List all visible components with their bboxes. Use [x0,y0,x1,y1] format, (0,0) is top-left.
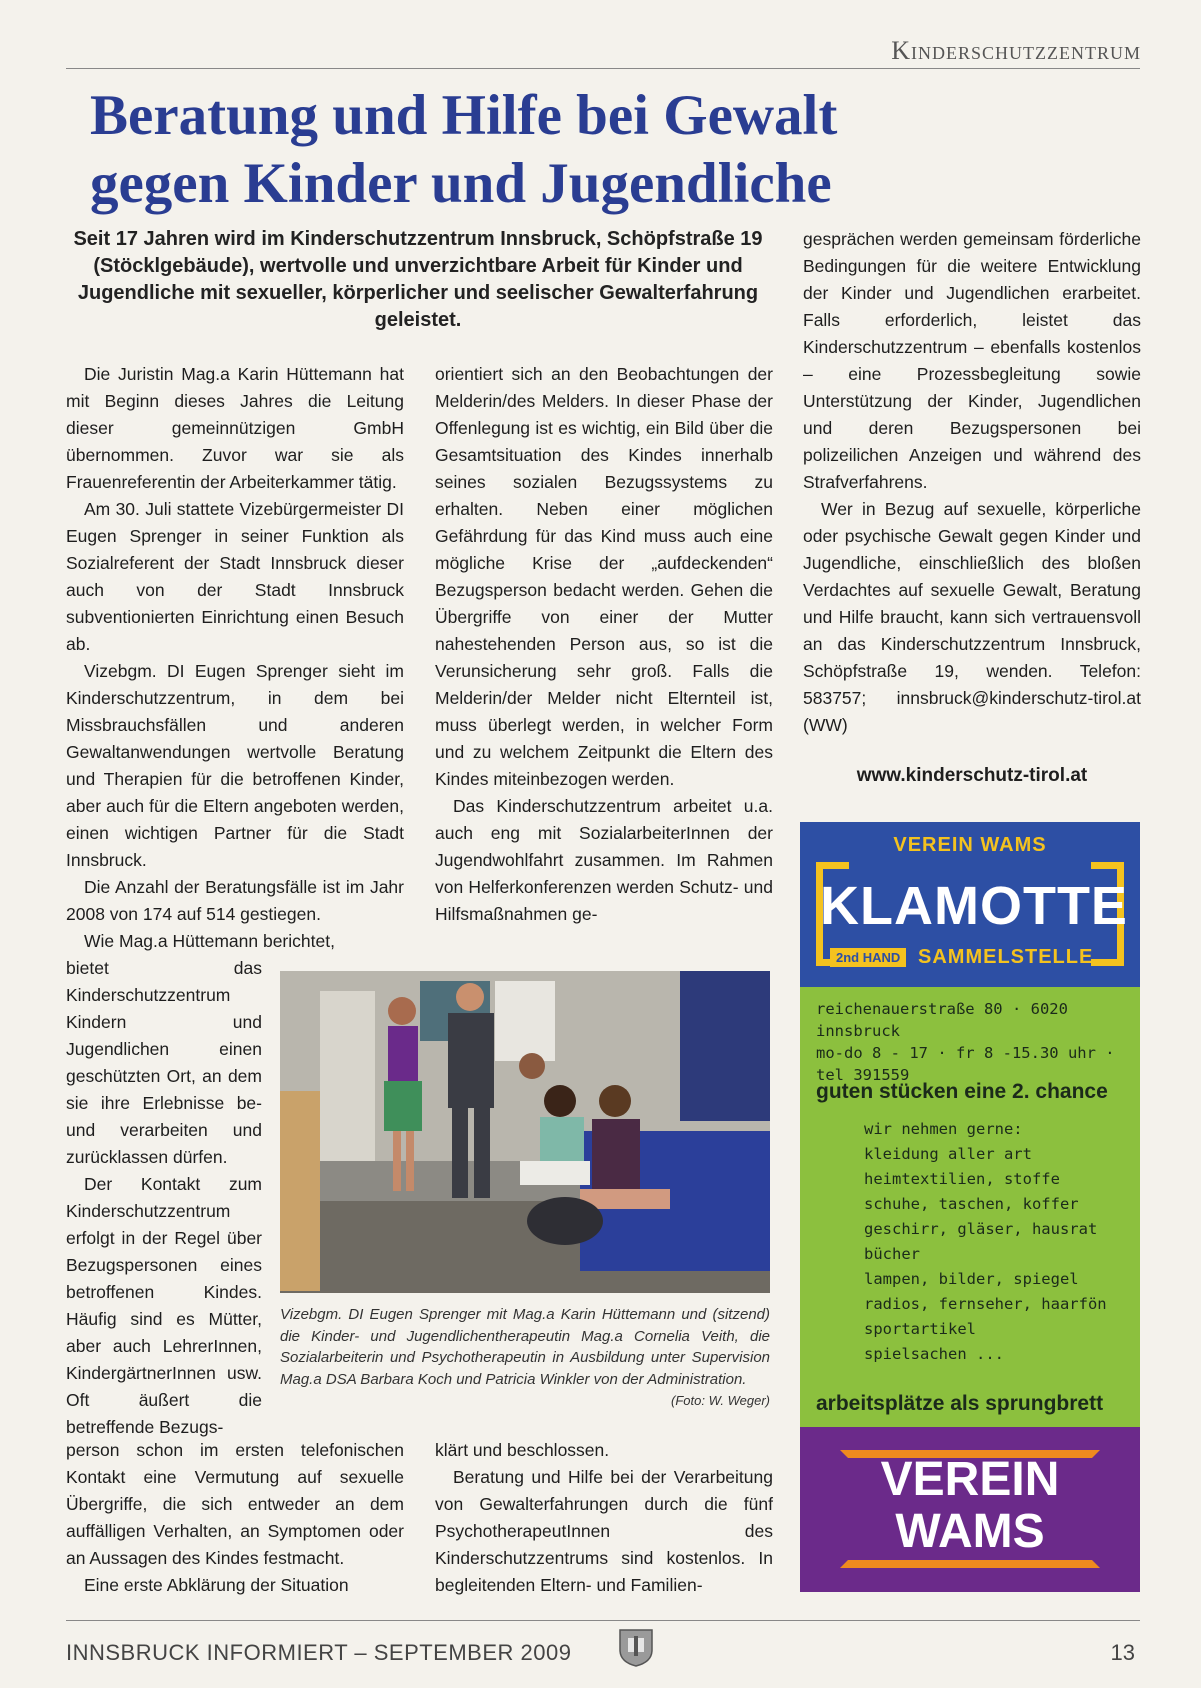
crest-shape [618,1628,654,1668]
paragraph: klärt und beschlossen. [435,1440,610,1460]
group-photo-illustration [280,971,770,1293]
paragraph: Die Juristin Mag.a Karin Hüttemann hat mit Beginn dieses Jahres die Leitung dieser gemeinnützigen GmbH übernommen. Zuvor war sie als Frauenreferentin der Arbeiterkammer tätig. [66,364,404,492]
paragraph: Der Kontakt zum Kinderschutzzentrum erfolgt in der Regel über Bezugspersonen eines betroffenen Kindes. Häufig sind es Mütter, aber auch LehrerInnen, KindergärtnerInnen usw. Oft äußert die betreffende Bezugs- [66,1174,262,1437]
publication-name: INNSBRUCK INFORMIERT – SEPTEMBER 2009 [66,1640,572,1665]
column-2-bottom [435,1437,773,1599]
ad-list-item: geschirr, gläser, hausrat [864,1220,1098,1238]
column-1-bottom [66,1437,404,1599]
paragraph: orientiert sich an den Beobachtungen der Melderin/des Melders. In dieser Phase der Offenlegung ist es wichtig, ein Bild über die Gesamtsituation des Kindes innerhalb seines sozialen Bezugssystems zu erhalten. Neben einer möglichen Gefährdung für das Kind muss auch eine mögliche Krise der „aufdeckenden“ Bezugsperson bedacht werden. Gehen die Übergriffe von einer der Mutter nahestehenden Person aus, so ist die Verunsicherung sehr groß. Falls die Melderin/der Melder nicht Elternteil ist, muss überlegt werden, in welcher Form und zu welchem Zeitpunkt die Eltern des Kindes miteinbezogen werden. [435,364,773,789]
ad-sammelstelle: SAMMELSTELLE [918,946,1094,968]
ad-verein-wams-top: VEREIN WAMS [893,834,1047,856]
paragraph: Das Kinderschutzzentrum arbeitet u.a. auch eng mit SozialarbeiterInnen der Jugendwohlfahrt zusammen. Im Rahmen von Helferkonferenzen werden Schutz- und Hilfsmaßnahmen ge- [435,796,773,924]
paragraph: Vizebgm. DI Eugen Sprenger sieht im Kinderschutzzentrum, in dem bei Missbrauchsfällen und anderen Gewaltanwendungen wertvolle Beratung und Therapien für die betroffenen Kinder, aber auch für die Eltern angeboten werden, einen wichtigen Partner für die Stadt Innsbruck. [66,661,404,870]
title-line-2: gegen Kinder und Jugendliche [90,152,832,215]
column-1-wrap [66,955,262,1441]
paragraph: Eine erste Abklärung der Situation [84,1575,349,1595]
ad-list-item: heimtextilien, stoffe [864,1170,1060,1188]
ad-list-item: lampen, bilder, spiegel [864,1270,1079,1288]
paragraph: Beratung und Hilfe bei der Verarbeitung von Gewalterfahrungen durch die fünf PsychotherapeutInnen des Kinderschutzzentrums sind kostenlos. In begleitenden Eltern- und Familien- [435,1467,773,1595]
ad-list-item: wir nehmen gerne: [864,1120,1023,1138]
article-photo [280,971,770,1293]
ad-logo-line-1: VEREIN [880,1453,1060,1506]
column-1 [66,361,404,955]
ad-list-item: spielsachen ... [864,1345,1004,1363]
photo-credit: (Foto: W. Weger) [671,1393,770,1408]
website-link[interactable]: www.kinderschutz-tirol.at [856,765,1088,786]
ad-list-item: sportartikel [864,1320,976,1338]
ad-item-list [864,1117,1107,1367]
ad-list-item: bücher [864,1245,920,1263]
ad-klamotte-logo: KLAMOTTE [820,876,1128,936]
paragraph: person schon im ersten telefonischen Kontakt eine Vermutung auf sexuelle Übergriffe, die sich entweder an dem auffälligen Verhalten, an Symptomen oder an Aussagen des Kindes festmacht. [66,1440,404,1568]
ad-tagline: arbeitsplätze als sprungbrett [816,1392,1104,1415]
header-rule [66,68,1140,69]
paragraph: Am 30. Juli stattete Vizebürgermeister DI Eugen Sprenger in seiner Funktion als Sozialreferent der Stadt Innsbruck dieser auch von der Stadt Innsbruck subventionierten Einrichtung einen Besuch ab. [66,499,404,654]
paragraph: bietet das Kinderschutzzentrum Kindern und Jugendlichen einen geschützten Ort, an dem sie ihre Erlebnisse be- und verarbeiten und zurücklassen dürfen. [66,958,262,1167]
section-label: Kinderschutzzentrum [891,36,1141,65]
article-title [90,82,1150,218]
ad-list-item: kleidung aller art [864,1145,1032,1163]
photo-caption [280,1304,770,1412]
caption-text: Vizebgm. DI Eugen Sprenger mit Mag.a Karin Hüttemann und (sitzend) die Kinder- und Jugendlichentherapeutin Mag.a Cornelia Veith, die Sozialarbeiterin und Psychotherapeutin in Ausbildung unter Supervision Mag.a DSA Barbara Koch und Patricia Winkler von der Administration. [280,1306,770,1388]
ad-slogan: guten stücken eine 2. chance [816,1080,1108,1103]
ad-verein-wams-logo [840,1442,1100,1572]
paragraph: Wie Mag.a Hüttemann berichtet, [84,931,335,951]
page-number: 13 [1110,1640,1135,1665]
ad-logo-line-2: WAMS [895,1505,1045,1558]
ad-second-hand-badge: 2nd HAND [830,948,906,967]
footer-rule [66,1620,1140,1621]
city-crest-icon [618,1628,654,1668]
paragraph: Wer in Bezug auf sexuelle, körperliche oder psychische Gewalt gegen Kinder und Jugendliche, einschließlich des bloßen Verdachtes auf sexuelle Gewalt, Beratung und Hilfe braucht, kann sich vertrauensvoll an das Kinderschutzzentrum Innsbruck, Schöpfstraße 19, wenden. Telefon: 583757; innsbruck@kinderschutz-tirol.at (WW) [803,499,1141,735]
ad-list-item: schuhe, taschen, koffer [864,1195,1079,1213]
article-lead: Seit 17 Jahren wird im Kinderschutzzentrum Innsbruck, Schöpfstraße 19 (Stöcklgebäude), wertvolle und unverzichtbare Arbeit für Kinder und Jugendliche mit sexueller, körperlicher und seelischer Gewalterfahrung geleistet. [73,228,763,331]
paragraph: gesprächen werden gemeinsam förderliche Bedingungen für die weitere Entwicklung der Kinder und Jugendlichen erarbeitet. Falls erforderlich, leistet das Kinderschutzzentrum – ebenfalls kostenlos – eine Prozessbegleitung sowie Unterstützung der Kinder, Jugendlichen und deren Bezugspersonen bei polizeilichen Anzeigen und während des Strafverfahrens. [803,229,1141,492]
ad-header-block [800,822,1140,987]
advertisement [800,822,1140,1592]
ad-address-line: reichenauerstraße 80 · 6020 innsbruck [816,1000,1068,1040]
title-line-1: Beratung und Hilfe bei Gewalt [90,84,838,147]
column-2 [435,361,773,928]
ad-list-item: radios, fernseher, haarfön [864,1295,1107,1313]
ad-hours-line: mo-do 8 - 17 · fr 8 -15.30 uhr · tel 391559 [816,1044,1115,1084]
paragraph: Die Anzahl der Beratungsfälle ist im Jahr 2008 von 174 auf 514 gestiegen. [66,877,404,924]
ad-address [816,998,1136,1086]
column-3 [803,226,1141,739]
